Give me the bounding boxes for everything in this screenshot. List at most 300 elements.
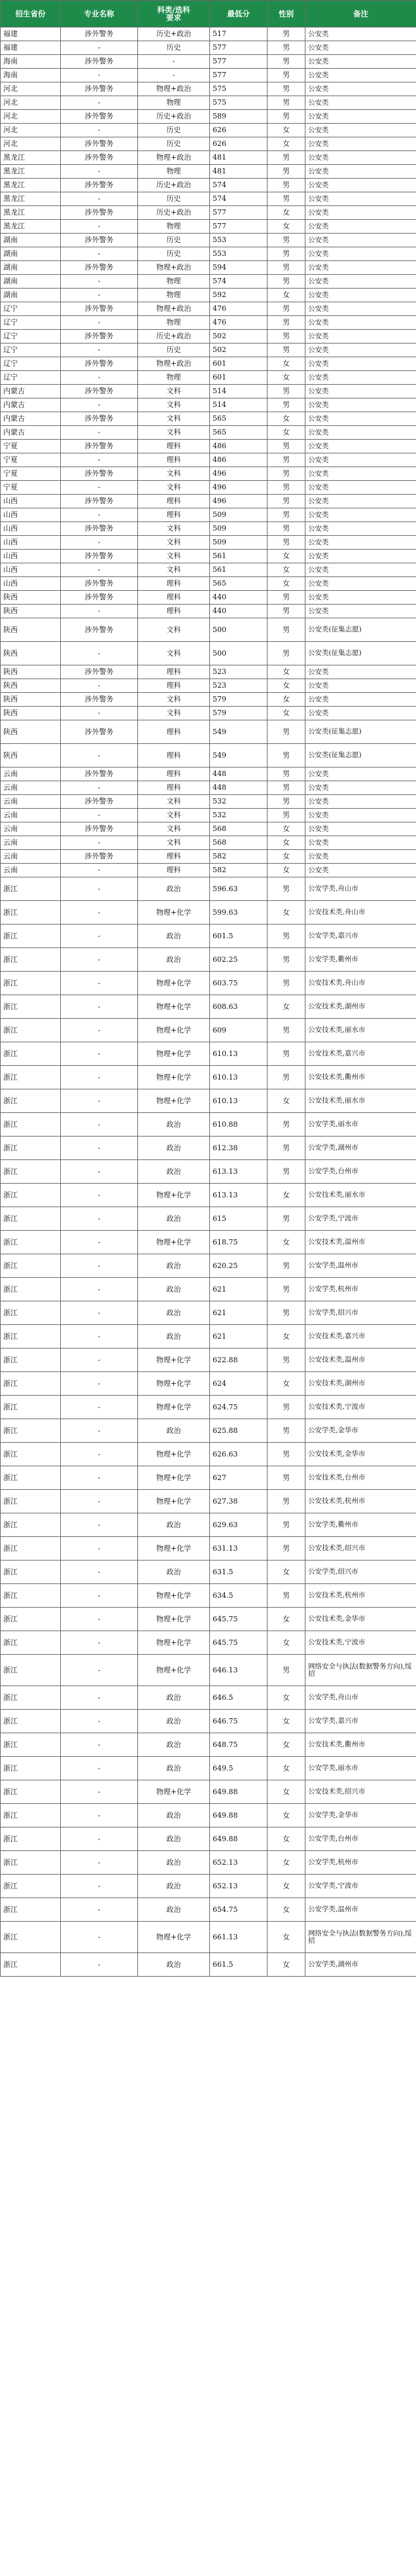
remark-cell: 公安类 [305, 467, 416, 481]
province-cell: 浙江 [1, 1113, 61, 1137]
table-row [1, 467, 416, 481]
min-score-cell: 592 [210, 289, 268, 302]
table-row [1, 795, 416, 809]
province-cell: 海南 [1, 69, 61, 82]
major-cell: 涉外警务 [61, 822, 138, 836]
remark-cell: 公安学类,丽水市 [305, 1757, 416, 1780]
remark-cell: 公安类 [305, 768, 416, 781]
subject-cell: 物理+政治 [138, 82, 210, 96]
subject-cell: 物理+化学 [138, 1584, 210, 1608]
gender-cell: 女 [268, 206, 305, 220]
table-row [1, 995, 416, 1019]
remark-cell: 公安技术类,衢州市 [305, 1733, 416, 1757]
remark-cell: 公安类 [305, 864, 416, 877]
subject-cell: 物理+化学 [138, 1231, 210, 1254]
major-cell: - [61, 1537, 138, 1561]
min-score-cell: 645.75 [210, 1631, 268, 1655]
major-cell: 涉外警务 [61, 82, 138, 96]
table-row [1, 220, 416, 234]
subject-cell: 历史 [138, 344, 210, 357]
table-row [1, 357, 416, 371]
major-cell: 涉外警务 [61, 137, 138, 151]
remark-cell: 公安类 [305, 453, 416, 467]
subject-cell: 文科 [138, 563, 210, 577]
gender-cell: 男 [268, 1443, 305, 1466]
gender-cell: 男 [268, 1160, 305, 1184]
table-row [1, 41, 416, 55]
gender-cell: 女 [268, 1780, 305, 1804]
major-cell: - [61, 563, 138, 577]
min-score-cell: 561 [210, 563, 268, 577]
subject-cell: 政治 [138, 925, 210, 948]
min-score-cell: 613.13 [210, 1160, 268, 1184]
min-score-cell: 509 [210, 536, 268, 550]
min-score-cell: 577 [210, 220, 268, 234]
subject-cell: 历史 [138, 192, 210, 206]
gender-cell: 女 [268, 1561, 305, 1584]
table-row [1, 693, 416, 707]
major-cell: - [61, 1733, 138, 1757]
major-cell: - [61, 1898, 138, 1922]
table-row [1, 850, 416, 864]
subject-cell: 物理+政治 [138, 357, 210, 371]
min-score-cell: 603.75 [210, 972, 268, 995]
major-cell: - [61, 1490, 138, 1513]
province-cell: 山西 [1, 577, 61, 591]
province-cell: 湖南 [1, 261, 61, 275]
gender-cell: 女 [268, 679, 305, 693]
subject-cell: 物理+化学 [138, 1631, 210, 1655]
major-cell: - [61, 481, 138, 495]
table-row [1, 1254, 416, 1278]
subject-cell: 理科 [138, 744, 210, 768]
major-cell: - [61, 344, 138, 357]
remark-cell: 公安类 [305, 302, 416, 316]
table-row [1, 1325, 416, 1349]
major-cell: - [61, 1207, 138, 1231]
province-cell: 浙江 [1, 1875, 61, 1898]
gender-cell: 男 [268, 316, 305, 330]
table-row [1, 836, 416, 850]
subject-cell: 物理+化学 [138, 1608, 210, 1631]
remark-cell: 公安类 [305, 357, 416, 371]
gender-cell: 女 [268, 426, 305, 440]
remark-cell: 公安类 [305, 536, 416, 550]
table-row [1, 1466, 416, 1490]
gender-cell: 男 [268, 82, 305, 96]
province-cell: 浙江 [1, 1466, 61, 1490]
province-cell: 云南 [1, 781, 61, 795]
province-cell: 福建 [1, 27, 61, 41]
gender-cell: 女 [268, 577, 305, 591]
major-cell: - [61, 1757, 138, 1780]
major-cell: - [61, 453, 138, 467]
remark-cell: 公安类 [305, 809, 416, 822]
major-cell: 涉外警务 [61, 577, 138, 591]
major-cell: - [61, 289, 138, 302]
major-cell: - [61, 809, 138, 822]
major-cell: 涉外警务 [61, 693, 138, 707]
gender-cell: 女 [268, 371, 305, 385]
min-score-cell: 509 [210, 522, 268, 536]
subject-cell: 文科 [138, 550, 210, 563]
province-cell: 内蒙古 [1, 385, 61, 398]
min-score-cell: 481 [210, 165, 268, 179]
table-row [1, 1655, 416, 1686]
gender-cell: 男 [268, 1396, 305, 1419]
major-cell: - [61, 165, 138, 179]
gender-cell: 女 [268, 1922, 305, 1953]
remark-cell: 公安类(征集志愿) [305, 642, 416, 665]
table-row [1, 261, 416, 275]
gender-cell: 男 [268, 234, 305, 247]
subject-cell: 政治 [138, 1278, 210, 1301]
subject-cell: 文科 [138, 426, 210, 440]
min-score-cell: 612.38 [210, 1137, 268, 1160]
province-cell: 陕西 [1, 707, 61, 720]
min-score-cell: 621 [210, 1278, 268, 1301]
min-score-cell: 649.5 [210, 1757, 268, 1780]
province-cell: 浙江 [1, 1584, 61, 1608]
remark-cell: 公安类 [305, 344, 416, 357]
gender-cell: 女 [268, 124, 305, 137]
remark-cell: 公安类 [305, 179, 416, 192]
remark-cell: 公安类 [305, 192, 416, 206]
major-cell: 涉外警务 [61, 151, 138, 165]
remark-cell: 公安技术类,金华市 [305, 1443, 416, 1466]
province-cell: 陕西 [1, 665, 61, 679]
min-score-cell: 631.13 [210, 1537, 268, 1561]
major-cell: - [61, 707, 138, 720]
province-cell: 浙江 [1, 925, 61, 948]
subject-cell: 物理 [138, 96, 210, 110]
table-row [1, 508, 416, 522]
major-cell: - [61, 744, 138, 768]
table-row [1, 679, 416, 693]
gender-cell: 男 [268, 1019, 305, 1042]
major-cell: 涉外警务 [61, 768, 138, 781]
subject-cell: 政治 [138, 1254, 210, 1278]
remark-cell: 公安技术类,杭州市 [305, 1490, 416, 1513]
min-score-cell: 589 [210, 110, 268, 124]
remark-cell: 公安类 [305, 247, 416, 261]
min-score-cell: 486 [210, 440, 268, 453]
remark-cell: 公安类 [305, 220, 416, 234]
gender-cell: 男 [268, 440, 305, 453]
gender-cell: 女 [268, 665, 305, 679]
gender-cell: 男 [268, 1207, 305, 1231]
min-score-cell: 514 [210, 398, 268, 412]
province-cell: 云南 [1, 809, 61, 822]
province-cell: 陕西 [1, 679, 61, 693]
subject-cell: 理科 [138, 495, 210, 508]
remark-cell: 公安学类,温州市 [305, 1254, 416, 1278]
major-cell: 涉外警务 [61, 179, 138, 192]
table-row [1, 809, 416, 822]
remark-cell: 公安类 [305, 96, 416, 110]
min-score-cell: 575 [210, 96, 268, 110]
min-score-cell: 476 [210, 302, 268, 316]
subject-cell: 理科 [138, 665, 210, 679]
table-row [1, 1160, 416, 1184]
province-cell: 河北 [1, 124, 61, 137]
major-cell: - [61, 1231, 138, 1254]
remark-cell: 公安类 [305, 27, 416, 41]
major-cell: - [61, 1710, 138, 1733]
table-row [1, 179, 416, 192]
subject-cell: 物理+化学 [138, 1537, 210, 1561]
table-body [1, 27, 416, 1977]
table-row [1, 1851, 416, 1875]
subject-cell: 政治 [138, 1953, 210, 1977]
province-cell: 山西 [1, 563, 61, 577]
min-score-cell: 574 [210, 192, 268, 206]
table-row [1, 1184, 416, 1207]
min-score-cell: 648.75 [210, 1733, 268, 1757]
gender-cell: 男 [268, 275, 305, 289]
major-cell: - [61, 781, 138, 795]
remark-cell: 公安类 [305, 385, 416, 398]
province-cell: 浙江 [1, 1325, 61, 1349]
major-cell: 涉外警务 [61, 357, 138, 371]
gender-cell: 男 [268, 55, 305, 69]
min-score-cell: 568 [210, 822, 268, 836]
gender-cell: 男 [268, 1537, 305, 1561]
subject-cell: 物理+化学 [138, 1184, 210, 1207]
major-cell: 涉外警务 [61, 665, 138, 679]
province-cell: 浙江 [1, 1396, 61, 1419]
subject-cell: 政治 [138, 1325, 210, 1349]
gender-cell: 女 [268, 1631, 305, 1655]
subject-cell: 历史+政治 [138, 179, 210, 192]
min-score-cell: 634.5 [210, 1584, 268, 1608]
province-cell: 浙江 [1, 1349, 61, 1372]
subject-cell: 政治 [138, 1419, 210, 1443]
gender-cell: 女 [268, 995, 305, 1019]
gender-cell: 女 [268, 563, 305, 577]
remark-cell: 公安类 [305, 481, 416, 495]
remark-cell: 公安学类,嘉兴市 [305, 1710, 416, 1733]
subject-cell: 物理+化学 [138, 1066, 210, 1089]
major-cell: 涉外警务 [61, 618, 138, 642]
remark-cell: 公安类 [305, 371, 416, 385]
remark-cell: 公安类 [305, 330, 416, 344]
subject-cell: 政治 [138, 1851, 210, 1875]
remark-cell: 公安类 [305, 124, 416, 137]
table-row [1, 1443, 416, 1466]
subject-cell: 物理 [138, 165, 210, 179]
table-row [1, 1827, 416, 1851]
province-cell: 浙江 [1, 1372, 61, 1396]
subject-cell: 政治 [138, 1733, 210, 1757]
remark-cell: 公安学类,宁波市 [305, 1207, 416, 1231]
table-row [1, 605, 416, 618]
gender-cell: 男 [268, 495, 305, 508]
gender-cell: 男 [268, 453, 305, 467]
province-cell: 辽宁 [1, 344, 61, 357]
subject-cell: 政治 [138, 1827, 210, 1851]
gender-cell: 女 [268, 822, 305, 836]
province-cell: 黑龙江 [1, 179, 61, 192]
province-cell: 陕西 [1, 642, 61, 665]
remark-cell: 公安技术类,杭州市 [305, 1584, 416, 1608]
subject-cell: 理科 [138, 453, 210, 467]
remark-cell: 公安类 [305, 316, 416, 330]
subject-cell: 物理 [138, 316, 210, 330]
subject-cell: 理科 [138, 679, 210, 693]
table-row [1, 948, 416, 972]
major-cell: 涉外警务 [61, 55, 138, 69]
table-row [1, 82, 416, 96]
major-cell: - [61, 1466, 138, 1490]
gender-cell: 男 [268, 1419, 305, 1443]
table-row [1, 110, 416, 124]
min-score-cell: 652.13 [210, 1875, 268, 1898]
remark-cell: 公安学类,宁波市 [305, 1875, 416, 1898]
remark-cell: 公安类 [305, 577, 416, 591]
table-row [1, 1804, 416, 1827]
subject-cell: 政治 [138, 1561, 210, 1584]
province-cell: 浙江 [1, 1804, 61, 1827]
province-cell: 山西 [1, 522, 61, 536]
gender-cell: 男 [268, 165, 305, 179]
table-row [1, 1953, 416, 1977]
province-cell: 黑龙江 [1, 165, 61, 179]
header-province: 招生省份 [1, 1, 61, 27]
table-row [1, 665, 416, 679]
table-row [1, 453, 416, 467]
remark-cell: 公安技术类,绍兴市 [305, 1537, 416, 1561]
header-min-score: 最低分 [210, 1, 268, 27]
min-score-cell: 579 [210, 693, 268, 707]
remark-cell: 公安类(征集志愿) [305, 744, 416, 768]
min-score-cell: 661.5 [210, 1953, 268, 1977]
province-cell: 宁夏 [1, 440, 61, 453]
gender-cell: 男 [268, 151, 305, 165]
min-score-cell: 532 [210, 809, 268, 822]
min-score-cell: 629.63 [210, 1513, 268, 1537]
min-score-cell: 608.63 [210, 995, 268, 1019]
table-row [1, 1231, 416, 1254]
major-cell: - [61, 1372, 138, 1396]
min-score-cell: 601 [210, 357, 268, 371]
table-row [1, 192, 416, 206]
min-score-cell: 596.63 [210, 877, 268, 901]
province-cell: 云南 [1, 864, 61, 877]
gender-cell: 男 [268, 261, 305, 275]
province-cell: 云南 [1, 822, 61, 836]
min-score-cell: 654.75 [210, 1898, 268, 1922]
province-cell: 浙江 [1, 1953, 61, 1977]
remark-cell: 公安类 [305, 55, 416, 69]
province-cell: 浙江 [1, 1710, 61, 1733]
min-score-cell: 440 [210, 605, 268, 618]
subject-cell: 理科 [138, 850, 210, 864]
table-row [1, 781, 416, 795]
subject-cell: - [138, 55, 210, 69]
table-row [1, 302, 416, 316]
remark-cell: 公安类 [305, 110, 416, 124]
table-header-row [1, 1, 416, 27]
min-score-cell: 610.88 [210, 1113, 268, 1137]
major-cell: - [61, 1042, 138, 1066]
province-cell: 浙江 [1, 877, 61, 901]
remark-cell: 公安类 [305, 781, 416, 795]
min-score-cell: 561 [210, 550, 268, 563]
major-cell: - [61, 1184, 138, 1207]
subject-cell: 文科 [138, 536, 210, 550]
gender-cell: 男 [268, 1254, 305, 1278]
subject-cell: 物理+化学 [138, 1490, 210, 1513]
subject-cell: 物理 [138, 289, 210, 302]
remark-cell: 公安技术类,台州市 [305, 1466, 416, 1490]
min-score-cell: 577 [210, 69, 268, 82]
gender-cell: 男 [268, 344, 305, 357]
subject-cell: 理科 [138, 864, 210, 877]
major-cell: - [61, 925, 138, 948]
table-row [1, 864, 416, 877]
province-cell: 河北 [1, 96, 61, 110]
gender-cell: 男 [268, 481, 305, 495]
table-row [1, 1113, 416, 1137]
gender-cell: 女 [268, 1325, 305, 1349]
major-cell: 涉外警务 [61, 522, 138, 536]
subject-cell: 理科 [138, 605, 210, 618]
remark-cell: 公安学类,温州市 [305, 1898, 416, 1922]
major-cell: - [61, 508, 138, 522]
table-row [1, 901, 416, 925]
min-score-cell: 574 [210, 179, 268, 192]
subject-cell: 政治 [138, 1757, 210, 1780]
subject-cell: 政治 [138, 1898, 210, 1922]
table-row [1, 536, 416, 550]
major-cell: - [61, 1066, 138, 1089]
table-row [1, 412, 416, 426]
province-cell: 黑龙江 [1, 192, 61, 206]
major-cell: 涉外警务 [61, 385, 138, 398]
table-row [1, 1922, 416, 1953]
table-row [1, 1372, 416, 1396]
table-row [1, 481, 416, 495]
gender-cell: 女 [268, 1733, 305, 1757]
table-row [1, 124, 416, 137]
gender-cell: 女 [268, 1710, 305, 1733]
gender-cell: 女 [268, 693, 305, 707]
province-cell: 陕西 [1, 693, 61, 707]
min-score-cell: 646.13 [210, 1655, 268, 1686]
gender-cell: 女 [268, 550, 305, 563]
major-cell: - [61, 1349, 138, 1372]
min-score-cell: 553 [210, 247, 268, 261]
remark-cell: 公安类 [305, 822, 416, 836]
major-cell: - [61, 1953, 138, 1977]
table-row [1, 27, 416, 41]
major-cell: - [61, 836, 138, 850]
remark-cell: 公安类 [305, 550, 416, 563]
subject-cell: 政治 [138, 948, 210, 972]
remark-cell: 公安类 [305, 707, 416, 720]
province-cell: 山西 [1, 550, 61, 563]
gender-cell: 男 [268, 467, 305, 481]
gender-cell: 女 [268, 1827, 305, 1851]
gender-cell: 女 [268, 1851, 305, 1875]
province-cell: 辽宁 [1, 302, 61, 316]
min-score-cell: 517 [210, 27, 268, 41]
major-cell: - [61, 1875, 138, 1898]
gender-cell: 男 [268, 1349, 305, 1372]
remark-cell: 公安技术类,丽水市 [305, 1019, 416, 1042]
gender-cell: 女 [268, 1875, 305, 1898]
